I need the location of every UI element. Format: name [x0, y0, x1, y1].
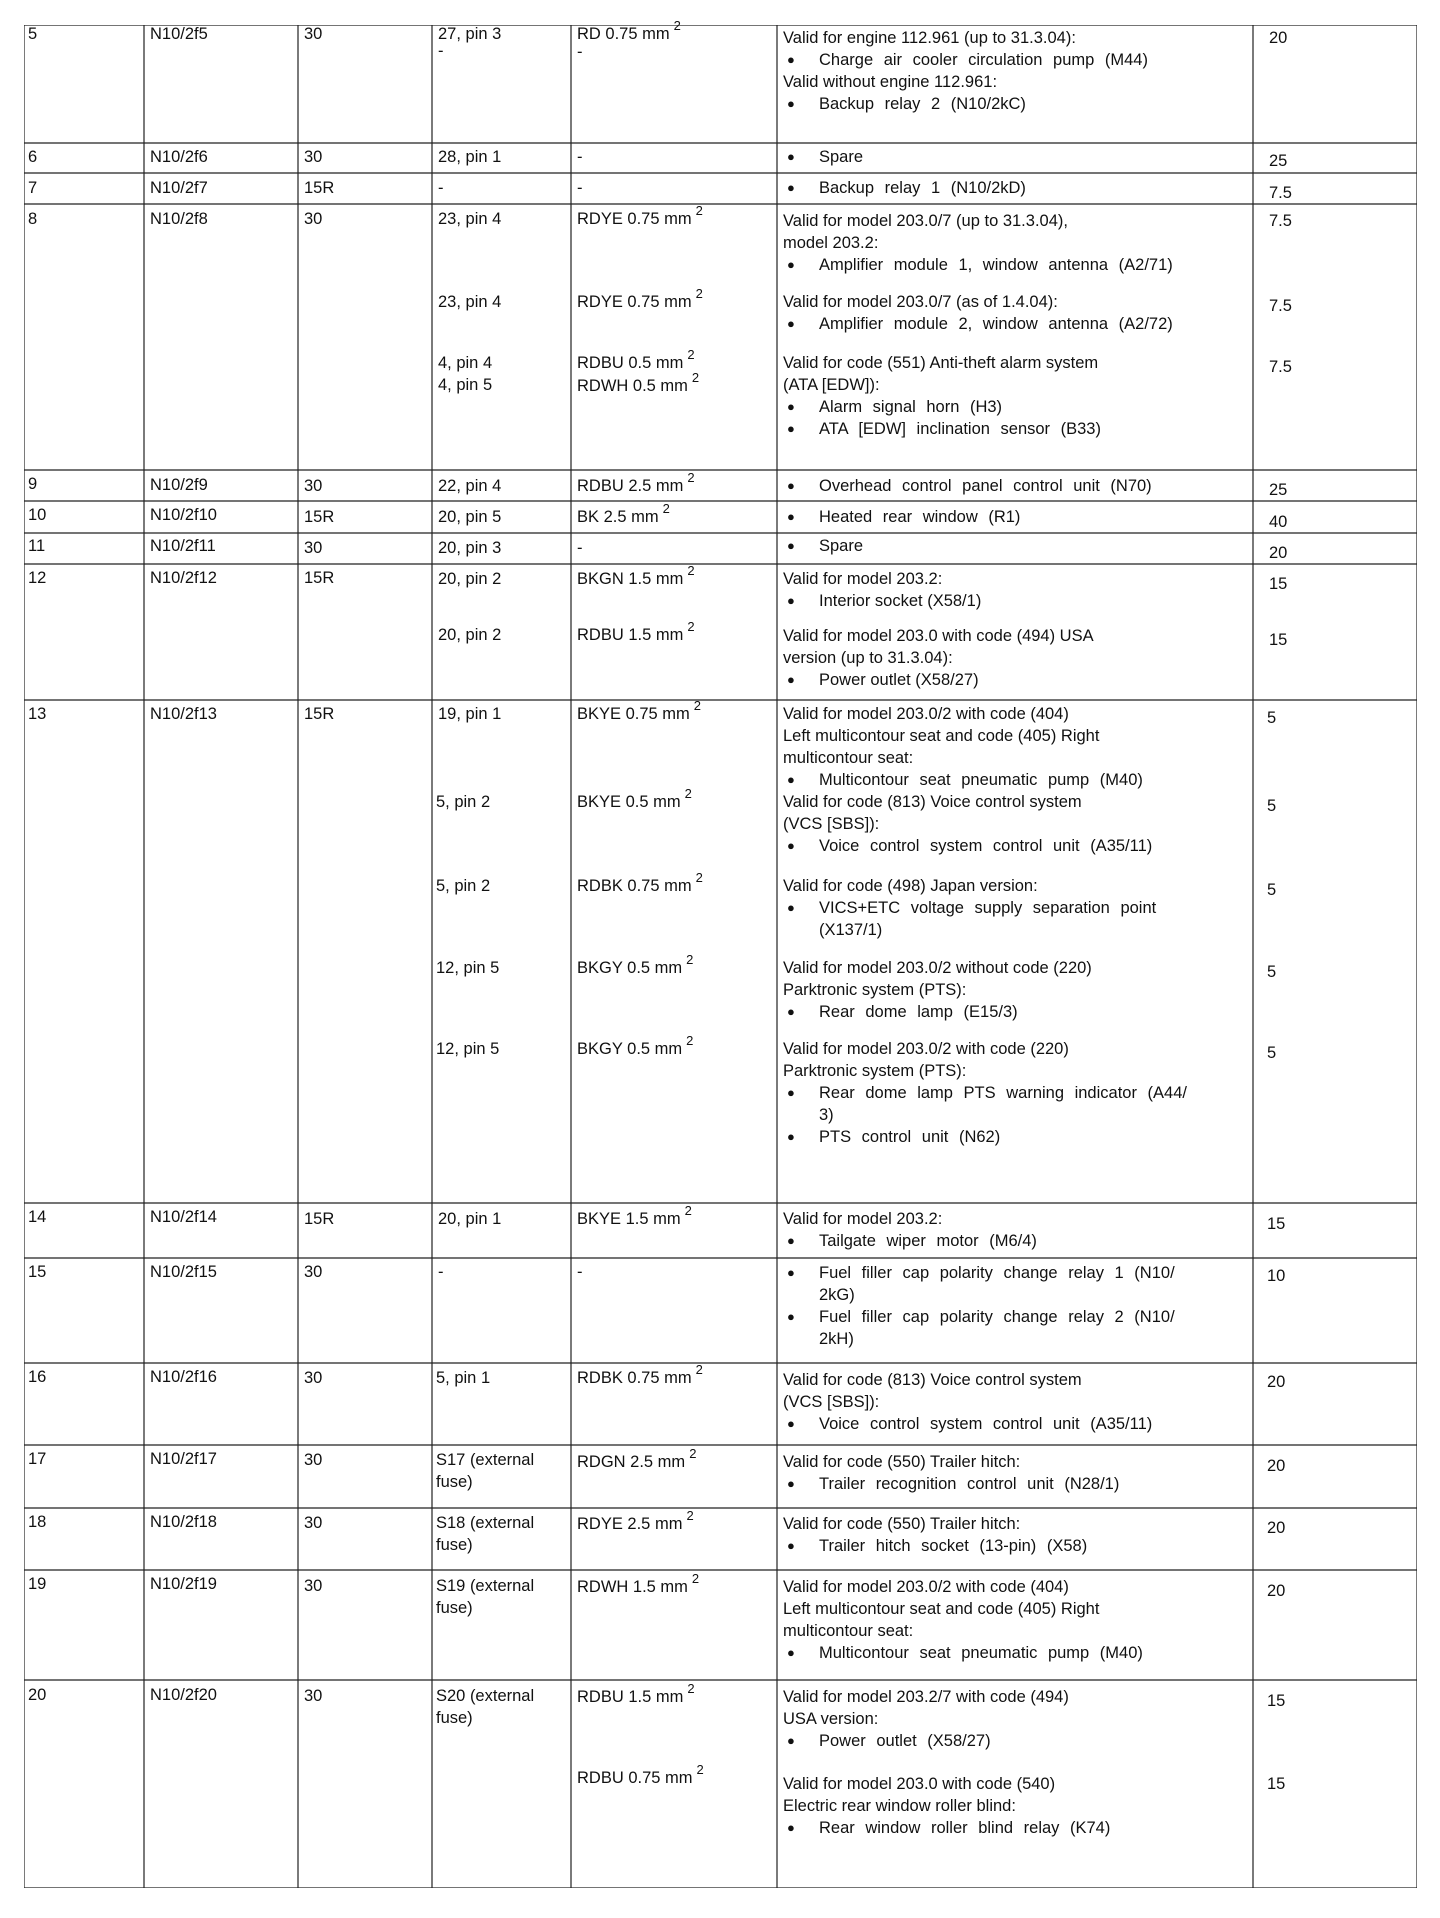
pin-line: 4, pin 4: [438, 354, 493, 372]
row-17-description: [783, 1451, 1119, 1495]
row-14-amperage: 15: [1267, 1215, 1286, 1233]
wire-spec: BKGY 0.5 mm: [577, 959, 683, 977]
desc-line: Valid for model 203.2/7 with code (494): [783, 1688, 1069, 1706]
row-14-terminal: 15R: [304, 1210, 335, 1228]
desc-bullet: ● VICS+ETC voltage supply separation point: [783, 897, 1248, 919]
row-19-fuse: N10/2f19: [150, 1575, 217, 1593]
desc-line: USA version:: [783, 1710, 879, 1728]
desc-bullet: ● Spare: [783, 535, 1243, 557]
wire-spec: -: [577, 43, 583, 61]
row-5-fuse: N10/2f5: [150, 25, 208, 43]
desc-line: Parktronic system (PTS):: [783, 981, 967, 999]
desc-line: (X137/1): [819, 921, 883, 939]
wire-spec: RDBK 0.75 mm: [577, 1369, 692, 1387]
wire-spec: RDWH 1.5 mm: [577, 1578, 688, 1596]
row-19-description: [783, 1576, 1143, 1664]
wire-spec: RDBU 0.75 mm: [577, 1769, 693, 1787]
row-12-amperage-2: 15: [1269, 631, 1288, 649]
row-6-fuse: N10/2f6: [150, 148, 208, 166]
row-19-amperage: 20: [1267, 1582, 1286, 1600]
row-10-wire: [577, 501, 670, 529]
row-19-number: 19: [28, 1575, 47, 1593]
row-8-pin-3: [438, 352, 492, 396]
row-6-description: [783, 146, 1243, 168]
pin-line: -: [438, 42, 444, 60]
row-6-amperage: 25: [1269, 152, 1288, 170]
row-8-description-2: [783, 291, 1173, 335]
row-10-amperage: 40: [1269, 513, 1288, 531]
row-15-terminal: 30: [304, 1263, 323, 1281]
wire-sup: 2: [693, 698, 702, 713]
row-8-pin-2: 23, pin 4: [438, 293, 502, 311]
row-7-pin: -: [438, 179, 444, 197]
row-14-fuse: N10/2f14: [150, 1208, 217, 1226]
row-11-description: [783, 535, 1243, 557]
row-20-amperage-1: 15: [1267, 1692, 1286, 1710]
row-13-description-1: [783, 703, 1143, 791]
wire-sup: 2: [695, 203, 703, 218]
row-20-number: 20: [28, 1686, 47, 1704]
wire-spec: BKGY 0.5 mm: [577, 1040, 683, 1058]
row-13-pin-5: 12, pin 5: [436, 1040, 500, 1058]
row-9-pin: 22, pin 4: [438, 477, 502, 495]
desc-bullet: ● Rear window roller blind relay (K74): [783, 1817, 1110, 1839]
desc-line: Valid for code (551) Anti-theft alarm system: [783, 354, 1099, 372]
row-16-pin: 5, pin 1: [436, 1369, 491, 1387]
row-20-description-1: [783, 1686, 1069, 1752]
desc-line: multicontour seat:: [783, 1622, 914, 1640]
wire-sup: 2: [689, 1446, 697, 1461]
pin-line: fuse): [436, 1599, 473, 1617]
wire-sup: 2: [686, 1508, 694, 1523]
desc-bullet: ● Voice control system control unit (A35/11): [783, 1413, 1152, 1435]
wire-sup: 2: [684, 786, 692, 801]
desc-line: Valid for model 203.0/2 with code (220): [783, 1040, 1069, 1058]
desc-bullet: ● Overhead control panel control unit (N70): [783, 475, 1243, 497]
row-8-wire-2: [577, 286, 703, 314]
wire-sup: 2: [695, 870, 703, 885]
desc-bullet: ● Trailer hitch socket (13-pin) (X58): [783, 1535, 1087, 1557]
row-13-wire-4: [577, 952, 694, 980]
pin-line: fuse): [436, 1473, 473, 1491]
desc-bullet: ● Spare: [783, 146, 1243, 168]
row-12-description-2: [783, 625, 1094, 691]
row-13-wire-1: [577, 698, 702, 726]
row-8-number: 8: [28, 210, 38, 228]
row-7-wire: -: [577, 179, 583, 197]
wire-sup: 2: [696, 1762, 704, 1777]
row-8-amperage-2: 7.5: [1269, 297, 1292, 315]
row-8-wire-3: [577, 347, 700, 398]
desc-bullet: ● Rear dome lamp (E15/3): [783, 1001, 1092, 1023]
desc-line: Parktronic system (PTS):: [783, 1062, 967, 1080]
desc-line: Valid for code (498) Japan version:: [783, 877, 1038, 895]
wire-sup: 2: [673, 18, 681, 33]
wire-sup: 2: [687, 1681, 695, 1696]
row-18-fuse: N10/2f18: [150, 1513, 217, 1531]
row-13-pin-2: 5, pin 2: [436, 793, 491, 811]
desc-bullet: ● PTS control unit (N62): [783, 1126, 1187, 1148]
pin-line: 4, pin 5: [438, 376, 493, 394]
row-9-fuse: N10/2f9: [150, 476, 208, 494]
desc-line: Valid for code (813) Voice control system: [783, 1371, 1082, 1389]
row-13-amperage-5: 5: [1267, 1044, 1277, 1062]
wire-sup: 2: [695, 286, 703, 301]
row-18-amperage: 20: [1267, 1519, 1286, 1537]
desc-line: Valid for model 203.2:: [783, 570, 943, 588]
row-7-terminal: 15R: [304, 179, 335, 197]
row-20-wire-2: [577, 1762, 704, 1790]
row-13-description-5: [783, 1038, 1187, 1148]
row-8-description-1: [783, 210, 1173, 276]
row-14-pin: 20, pin 1: [438, 1210, 502, 1228]
row-5-number: 5: [28, 25, 38, 43]
wire-spec: RDBU 2.5 mm: [577, 477, 684, 495]
row-19-wire: [577, 1571, 700, 1599]
row-13-pin-3: 5, pin 2: [436, 877, 491, 895]
desc-bullet: ● Power outlet (X58/27): [783, 1730, 1069, 1752]
wire-spec: RDBU 1.5 mm: [577, 626, 684, 644]
row-11-number: 11: [28, 537, 46, 555]
wire-spec: BKYE 1.5 mm: [577, 1210, 681, 1228]
row-13-amperage-2: 5: [1267, 797, 1277, 815]
row-9-wire: [577, 470, 695, 498]
desc-line: (VCS [SBS]):: [783, 815, 880, 833]
desc-line: 2kH): [819, 1330, 854, 1348]
row-7-number: 7: [28, 179, 38, 197]
desc-line: Valid for model 203.2:: [783, 1210, 943, 1228]
wire-spec: BK 2.5 mm: [577, 508, 659, 526]
row-17-number: 17: [28, 1450, 47, 1468]
row-15-number: 15: [28, 1263, 47, 1281]
wire-spec: RDBU 0.5 mm: [577, 354, 684, 372]
row-13-description-3: [783, 875, 1248, 941]
pin-line: S17 (external: [436, 1451, 535, 1469]
desc-bullet: ● Trailer recognition control unit (N28/1): [783, 1473, 1119, 1495]
desc-bullet: ● Rear dome lamp PTS warning indicator (A44/: [783, 1082, 1187, 1104]
row-8-fuse: N10/2f8: [150, 210, 208, 228]
row-15-wire: -: [577, 1263, 583, 1281]
wire-spec: BKGN 1.5 mm: [577, 570, 684, 588]
row-8-amperage-1: 7.5: [1269, 212, 1292, 230]
wire-spec: RDBK 0.75 mm: [577, 877, 692, 895]
row-10-description: [783, 506, 1243, 528]
row-13-fuse: N10/2f13: [150, 705, 217, 723]
row-13-pin-1: 19, pin 1: [438, 705, 502, 723]
desc-line: Valid without engine 112.961:: [783, 73, 998, 91]
row-7-description: [783, 177, 1243, 199]
row-20-pin: [436, 1685, 534, 1729]
row-16-fuse: N10/2f16: [150, 1368, 217, 1386]
row-12-wire-2: [577, 619, 695, 647]
row-12-number: 12: [28, 569, 47, 587]
wire-sup: 2: [691, 1571, 700, 1586]
pin-line: fuse): [436, 1536, 473, 1554]
desc-line: (ATA [EDW]):: [783, 376, 880, 394]
row-8-terminal: 30: [304, 210, 323, 228]
desc-line: version (up to 31.3.04):: [783, 649, 953, 667]
row-15-description: [783, 1262, 1248, 1350]
row-13-pin-4: 12, pin 5: [436, 959, 500, 977]
row-15-fuse: N10/2f15: [150, 1263, 217, 1281]
wire-sup: 2: [687, 619, 695, 634]
row-20-fuse: N10/2f20: [150, 1686, 217, 1704]
row-8-description-3: [783, 352, 1101, 440]
row-16-wire: [577, 1362, 703, 1390]
row-16-amperage: 20: [1267, 1373, 1286, 1391]
desc-line: Valid for model 203.0/2 without code (220): [783, 959, 1092, 977]
row-5-description: [783, 27, 1148, 115]
row-8-amperage-3: 7.5: [1269, 358, 1292, 376]
wire-spec: RDBU 1.5 mm: [577, 1688, 684, 1706]
row-10-terminal: 15R: [304, 508, 335, 526]
desc-line: Valid for model 203.0/2 with code (404): [783, 705, 1069, 723]
wire-sup: 2: [687, 470, 695, 485]
desc-line: Valid for model 203.0 with code (540): [783, 1775, 1056, 1793]
row-16-number: 16: [28, 1368, 47, 1386]
fuse-allocation-table: [24, 18, 1417, 1888]
row-9-number: 9: [28, 475, 38, 493]
desc-line: Valid for model 203.0/7 (up to 31.3.04),: [783, 212, 1068, 230]
desc-bullet: ● Tailgate wiper motor (M6/4): [783, 1230, 1037, 1252]
wire-sup: 2: [691, 370, 700, 385]
wire-spec: BKYE 0.5 mm: [577, 793, 681, 811]
row-9-terminal: 30: [304, 477, 323, 495]
wire-spec: RD 0.75 mm: [577, 25, 670, 43]
pin-line: 27, pin 3: [438, 25, 502, 43]
row-12-description-1: [783, 568, 981, 612]
desc-bullet: ● Multicontour seat pneumatic pump (M40): [783, 1642, 1143, 1664]
row-13-terminal: 15R: [304, 705, 335, 723]
desc-bullet: ● Fuel filler cap polarity change relay 2 (N10/: [783, 1306, 1248, 1328]
desc-bullet: ● Multicontour seat pneumatic pump (M40): [783, 769, 1143, 791]
desc-line: Valid for code (550) Trailer hitch:: [783, 1453, 1021, 1471]
wire-sup: 2: [662, 501, 670, 516]
desc-line: model 203.2:: [783, 234, 879, 252]
row-7-amperage: 7.5: [1269, 184, 1292, 202]
wire-spec: RDWH 0.5 mm: [577, 377, 688, 395]
wire-sup: 2: [686, 952, 694, 967]
row-13-number: 13: [28, 705, 47, 723]
row-6-wire: -: [577, 148, 583, 166]
row-19-terminal: 30: [304, 1577, 323, 1595]
desc-line: Valid for model 203.0/7 (as of 1.4.04):: [783, 293, 1058, 311]
desc-line: Left multicontour seat and code (405) Right: [783, 727, 1100, 745]
desc-line: Valid for model 203.0 with code (494) USA: [783, 627, 1094, 645]
row-11-wire: -: [577, 539, 583, 557]
row-11-terminal: 30: [304, 539, 323, 557]
row-18-number: 18: [28, 1513, 47, 1531]
wire-sup: 2: [684, 1203, 692, 1218]
row-10-pin: 20, pin 5: [438, 508, 502, 526]
row-10-fuse: N10/2f10: [150, 506, 217, 524]
row-6-number: 6: [28, 148, 38, 166]
row-8-wire-1: [577, 203, 703, 231]
desc-bullet: ● Alarm signal horn (H3): [783, 396, 1101, 418]
row-18-pin: [436, 1512, 534, 1556]
desc-bullet: ● Power outlet (X58/27): [783, 669, 1094, 691]
row-18-wire: [577, 1508, 694, 1536]
row-20-wire-1: [577, 1681, 695, 1709]
row-12-terminal: 15R: [304, 569, 335, 587]
row-6-terminal: 30: [304, 148, 323, 166]
row-12-wire-1: [577, 563, 695, 591]
row-13-wire-2: [577, 786, 692, 814]
wire-sup: 2: [686, 1033, 694, 1048]
row-14-number: 14: [28, 1208, 47, 1226]
row-12-pin-1: 20, pin 2: [438, 570, 502, 588]
row-13-amperage-1: 5: [1267, 709, 1277, 727]
desc-bullet: ● Backup relay 1 (N10/2kD): [783, 177, 1243, 199]
desc-bullet: ● Amplifier module 1, window antenna (A2/71): [783, 254, 1173, 276]
row-17-wire: [577, 1446, 697, 1474]
row-20-amperage-2: 15: [1267, 1775, 1286, 1793]
row-15-pin: -: [438, 1263, 444, 1281]
row-18-description: [783, 1513, 1087, 1557]
desc-line: Valid for code (813) Voice control system: [783, 793, 1082, 811]
row-13-amperage-4: 5: [1267, 963, 1277, 981]
row-9-amperage: 25: [1269, 481, 1288, 499]
row-17-terminal: 30: [304, 1451, 323, 1469]
row-11-amperage: 20: [1269, 544, 1288, 562]
row-5-terminal: 30: [304, 25, 323, 43]
row-9-description: [783, 475, 1243, 497]
wire-spec: RDGN 2.5 mm: [577, 1453, 686, 1471]
wire-spec: RDYE 2.5 mm: [577, 1515, 683, 1533]
desc-bullet: ● ATA [EDW] inclination sensor (B33): [783, 418, 1101, 440]
desc-bullet: ● Voice control system control unit (A35/11): [783, 835, 1152, 857]
desc-bullet: ● Fuel filler cap polarity change relay 1 (N10/: [783, 1262, 1248, 1284]
row-18-terminal: 30: [304, 1514, 323, 1532]
desc-line: (VCS [SBS]):: [783, 1393, 880, 1411]
row-5-pin: [438, 23, 502, 60]
row-7-fuse: N10/2f7: [150, 179, 208, 197]
row-13-amperage-3: 5: [1267, 881, 1277, 899]
desc-line: multicontour seat:: [783, 749, 914, 767]
row-16-terminal: 30: [304, 1369, 323, 1387]
row-20-terminal: 30: [304, 1687, 323, 1705]
desc-bullet: ● Charge air cooler circulation pump (M44): [783, 49, 1148, 71]
row-15-amperage: 10: [1267, 1267, 1286, 1285]
row-13-wire-3: [577, 870, 703, 898]
wire-sup: 2: [687, 563, 695, 578]
pin-line: S19 (external: [436, 1577, 535, 1595]
wire-spec: RDYE 0.75 mm: [577, 293, 692, 311]
row-5-amperage: 20: [1269, 29, 1288, 47]
row-6-pin: 28, pin 1: [438, 148, 502, 166]
desc-bullet: ● Amplifier module 2, window antenna (A2/72): [783, 313, 1173, 335]
row-12-fuse: N10/2f12: [150, 569, 217, 587]
desc-line: Valid for code (550) Trailer hitch:: [783, 1515, 1021, 1533]
row-12-pin-2: 20, pin 2: [438, 626, 502, 644]
desc-line: Electric rear window roller blind:: [783, 1797, 1016, 1815]
row-17-pin: [436, 1449, 534, 1493]
row-11-fuse: N10/2f11: [150, 537, 216, 555]
wire-spec: BKYE 0.75 mm: [577, 705, 690, 723]
desc-bullet: ● Interior socket (X58/1): [783, 590, 981, 612]
wire-sup: 2: [695, 1362, 703, 1377]
row-5-wire: [577, 18, 681, 61]
pin-line: S18 (external: [436, 1514, 535, 1532]
row-17-fuse: N10/2f17: [150, 1450, 217, 1468]
desc-bullet: ● Backup relay 2 (N10/2kC): [783, 93, 1148, 115]
row-14-description: [783, 1208, 1037, 1252]
table-grid-lines: [24, 25, 1417, 1888]
desc-line: Valid for engine 112.961 (up to 31.3.04):: [783, 29, 1076, 47]
desc-line: 3): [819, 1106, 834, 1124]
wire-sup: 2: [687, 347, 695, 362]
row-8-pin-1: 23, pin 4: [438, 210, 502, 228]
pin-line: S20 (external: [436, 1687, 535, 1705]
row-12-amperage-1: 15: [1269, 575, 1288, 593]
row-13-description-2: [783, 791, 1152, 857]
row-10-number: 10: [28, 506, 47, 524]
row-19-pin: [436, 1575, 534, 1619]
row-17-amperage: 20: [1267, 1457, 1286, 1475]
row-14-wire: [577, 1203, 692, 1231]
desc-line: Left multicontour seat and code (405) Right: [783, 1600, 1100, 1618]
row-20-description-2: [783, 1773, 1110, 1839]
desc-bullet: ● Heated rear window (R1): [783, 506, 1243, 528]
row-16-description: [783, 1369, 1152, 1435]
row-11-pin: 20, pin 3: [438, 539, 502, 557]
desc-line: 2kG): [819, 1286, 855, 1304]
pin-line: fuse): [436, 1709, 473, 1727]
desc-line: Valid for model 203.0/2 with code (404): [783, 1578, 1069, 1596]
row-13-wire-5: [577, 1033, 694, 1061]
row-13-description-4: [783, 957, 1092, 1023]
wire-spec: RDYE 0.75 mm: [577, 210, 692, 228]
